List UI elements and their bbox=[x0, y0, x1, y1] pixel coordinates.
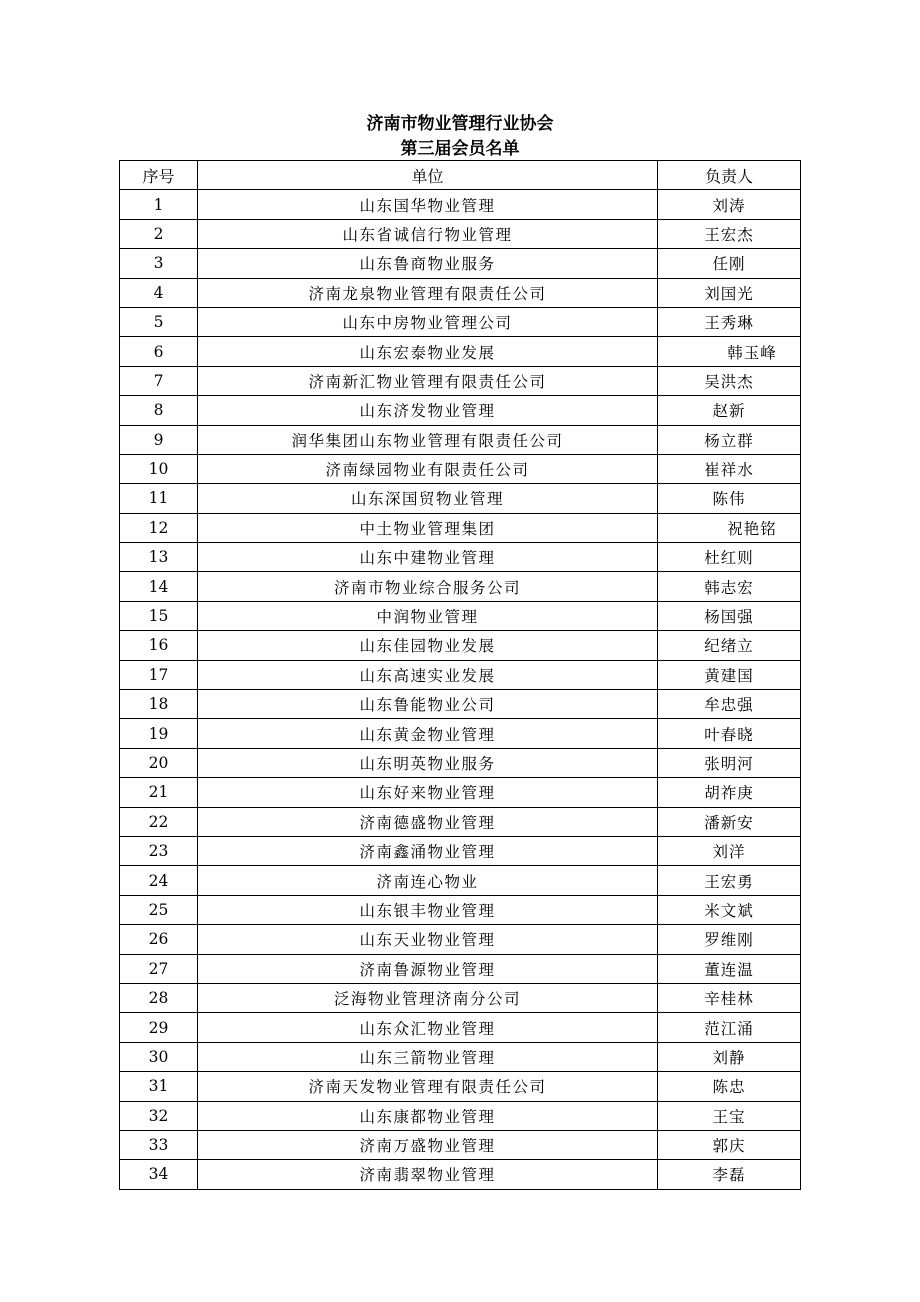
row-seq: 11 bbox=[120, 484, 198, 513]
row-unit: 山东中房物业管理公司 bbox=[198, 307, 658, 336]
row-person: 王宝 bbox=[658, 1101, 801, 1130]
table-row bbox=[120, 631, 801, 660]
row-person: 杨立群 bbox=[658, 425, 801, 454]
row-person: 纪绪立 bbox=[658, 631, 801, 660]
row-unit: 山东三箭物业管理 bbox=[198, 1042, 658, 1071]
table-row bbox=[120, 219, 801, 248]
row-unit: 济南鑫涌物业管理 bbox=[198, 836, 658, 865]
row-seq: 14 bbox=[120, 572, 198, 601]
row-unit: 山东康都物业管理 bbox=[198, 1101, 658, 1130]
row-person: 刘洋 bbox=[658, 836, 801, 865]
document-subtitle: 第三届会员名单 bbox=[400, 139, 520, 159]
row-unit: 济南翡翠物业管理 bbox=[198, 1160, 658, 1189]
table-row bbox=[120, 748, 801, 777]
row-unit: 山东佳园物业发展 bbox=[198, 631, 658, 660]
row-person: 叶春晓 bbox=[658, 719, 801, 748]
table-row bbox=[120, 601, 801, 630]
table-row bbox=[120, 513, 801, 542]
table-row bbox=[120, 778, 801, 807]
header-unit: 单位 bbox=[198, 161, 658, 190]
row-unit: 山东天业物业管理 bbox=[198, 925, 658, 954]
table-row bbox=[120, 866, 801, 895]
row-person: 赵新 bbox=[658, 396, 801, 425]
row-unit: 济南万盛物业管理 bbox=[198, 1130, 658, 1159]
table-row bbox=[120, 278, 801, 307]
table-row bbox=[120, 484, 801, 513]
row-unit: 山东高速实业发展 bbox=[198, 660, 658, 689]
row-seq: 28 bbox=[120, 983, 198, 1012]
table-row bbox=[120, 307, 801, 336]
row-unit: 济南新汇物业管理有限责任公司 bbox=[198, 366, 658, 395]
row-seq: 15 bbox=[120, 601, 198, 630]
row-seq: 20 bbox=[120, 748, 198, 777]
row-unit: 济南绿园物业有限责任公司 bbox=[198, 454, 658, 483]
row-unit: 山东明英物业服务 bbox=[198, 748, 658, 777]
table-row bbox=[120, 719, 801, 748]
row-unit: 泛海物业管理济南分公司 bbox=[198, 983, 658, 1012]
row-person: 陈伟 bbox=[658, 484, 801, 513]
table-row bbox=[120, 366, 801, 395]
row-unit: 济南鲁源物业管理 bbox=[198, 954, 658, 983]
row-unit: 济南德盛物业管理 bbox=[198, 807, 658, 836]
row-seq: 26 bbox=[120, 925, 198, 954]
table-row bbox=[120, 954, 801, 983]
row-seq: 4 bbox=[120, 278, 198, 307]
table-row bbox=[120, 1042, 801, 1071]
row-seq: 27 bbox=[120, 954, 198, 983]
row-seq: 3 bbox=[120, 249, 198, 278]
row-unit: 山东国华物业管理 bbox=[198, 190, 658, 219]
row-unit: 山东鲁能物业公司 bbox=[198, 690, 658, 719]
row-person: 刘静 bbox=[658, 1042, 801, 1071]
row-person: 祝艳铭 bbox=[658, 513, 801, 542]
row-person: 王宏杰 bbox=[658, 219, 801, 248]
row-person: 刘国光 bbox=[658, 278, 801, 307]
row-person: 陈忠 bbox=[658, 1072, 801, 1101]
table-row bbox=[120, 1072, 801, 1101]
table-row bbox=[120, 543, 801, 572]
row-unit: 山东宏泰物业发展 bbox=[198, 337, 658, 366]
row-seq: 6 bbox=[120, 337, 198, 366]
row-person: 崔祥水 bbox=[658, 454, 801, 483]
row-person: 杨国强 bbox=[658, 601, 801, 630]
row-unit: 山东中建物业管理 bbox=[198, 543, 658, 572]
table-row bbox=[120, 836, 801, 865]
row-person: 范江涌 bbox=[658, 1013, 801, 1042]
row-unit: 山东好来物业管理 bbox=[198, 778, 658, 807]
row-seq: 33 bbox=[120, 1130, 198, 1159]
table-row bbox=[120, 1013, 801, 1042]
row-seq: 1 bbox=[120, 190, 198, 219]
row-seq: 7 bbox=[120, 366, 198, 395]
table-row bbox=[120, 454, 801, 483]
row-seq: 12 bbox=[120, 513, 198, 542]
row-person: 辛桂林 bbox=[658, 983, 801, 1012]
row-seq: 29 bbox=[120, 1013, 198, 1042]
table-row bbox=[120, 1160, 801, 1189]
row-person: 黄建国 bbox=[658, 660, 801, 689]
row-person: 刘涛 bbox=[658, 190, 801, 219]
row-person: 王宏勇 bbox=[658, 866, 801, 895]
row-unit: 山东省诚信行物业管理 bbox=[198, 219, 658, 248]
row-unit: 中土物业管理集团 bbox=[198, 513, 658, 542]
row-unit: 济南连心物业 bbox=[198, 866, 658, 895]
row-person: 王秀琳 bbox=[658, 307, 801, 336]
row-seq: 5 bbox=[120, 307, 198, 336]
row-unit: 济南天发物业管理有限责任公司 bbox=[198, 1072, 658, 1101]
row-unit: 山东众汇物业管理 bbox=[198, 1013, 658, 1042]
row-unit: 山东济发物业管理 bbox=[198, 396, 658, 425]
row-person: 牟忠强 bbox=[658, 690, 801, 719]
row-seq: 21 bbox=[120, 778, 198, 807]
row-person: 董连温 bbox=[658, 954, 801, 983]
row-seq: 13 bbox=[120, 543, 198, 572]
row-seq: 19 bbox=[120, 719, 198, 748]
table-header-row bbox=[120, 161, 801, 190]
row-seq: 9 bbox=[120, 425, 198, 454]
row-seq: 16 bbox=[120, 631, 198, 660]
table-row bbox=[120, 572, 801, 601]
header-person: 负责人 bbox=[658, 161, 801, 190]
table-row bbox=[120, 337, 801, 366]
row-seq: 32 bbox=[120, 1101, 198, 1130]
row-unit: 润华集团山东物业管理有限责任公司 bbox=[198, 425, 658, 454]
table-body bbox=[120, 190, 801, 1189]
row-unit: 济南龙泉物业管理有限责任公司 bbox=[198, 278, 658, 307]
row-seq: 31 bbox=[120, 1072, 198, 1101]
row-unit: 山东鲁商物业服务 bbox=[198, 249, 658, 278]
row-seq: 8 bbox=[120, 396, 198, 425]
row-seq: 25 bbox=[120, 895, 198, 924]
document-title: 济南市物业管理行业协会 bbox=[366, 114, 554, 134]
header-seq: 序号 bbox=[120, 161, 198, 190]
table-row bbox=[120, 249, 801, 278]
row-unit: 山东深国贸物业管理 bbox=[198, 484, 658, 513]
row-unit: 中润物业管理 bbox=[198, 601, 658, 630]
table-row bbox=[120, 895, 801, 924]
row-person: 任刚 bbox=[658, 249, 801, 278]
row-person: 韩玉峰 bbox=[658, 337, 801, 366]
row-person: 胡祚庚 bbox=[658, 778, 801, 807]
table-row bbox=[120, 925, 801, 954]
table-row bbox=[120, 1130, 801, 1159]
table-row bbox=[120, 660, 801, 689]
table-row bbox=[120, 396, 801, 425]
row-seq: 2 bbox=[120, 219, 198, 248]
table-row bbox=[120, 807, 801, 836]
row-seq: 10 bbox=[120, 454, 198, 483]
row-seq: 30 bbox=[120, 1042, 198, 1071]
row-person: 郭庆 bbox=[658, 1130, 801, 1159]
row-person: 罗维刚 bbox=[658, 925, 801, 954]
table-row bbox=[120, 690, 801, 719]
row-person: 杜红则 bbox=[658, 543, 801, 572]
table-row bbox=[120, 983, 801, 1012]
row-person: 张明河 bbox=[658, 748, 801, 777]
table-row bbox=[120, 1101, 801, 1130]
row-person: 潘新安 bbox=[658, 807, 801, 836]
row-unit: 济南市物业综合服务公司 bbox=[198, 572, 658, 601]
row-person: 米文斌 bbox=[658, 895, 801, 924]
row-unit: 山东银丰物业管理 bbox=[198, 895, 658, 924]
row-person: 韩志宏 bbox=[658, 572, 801, 601]
member-table bbox=[119, 160, 801, 1190]
row-seq: 22 bbox=[120, 807, 198, 836]
row-person: 吴洪杰 bbox=[658, 366, 801, 395]
row-seq: 23 bbox=[120, 836, 198, 865]
row-unit: 山东黄金物业管理 bbox=[198, 719, 658, 748]
row-person: 李磊 bbox=[658, 1160, 801, 1189]
row-seq: 34 bbox=[120, 1160, 198, 1189]
table-row bbox=[120, 190, 801, 219]
row-seq: 17 bbox=[120, 660, 198, 689]
table-row bbox=[120, 425, 801, 454]
row-seq: 24 bbox=[120, 866, 198, 895]
row-seq: 18 bbox=[120, 690, 198, 719]
